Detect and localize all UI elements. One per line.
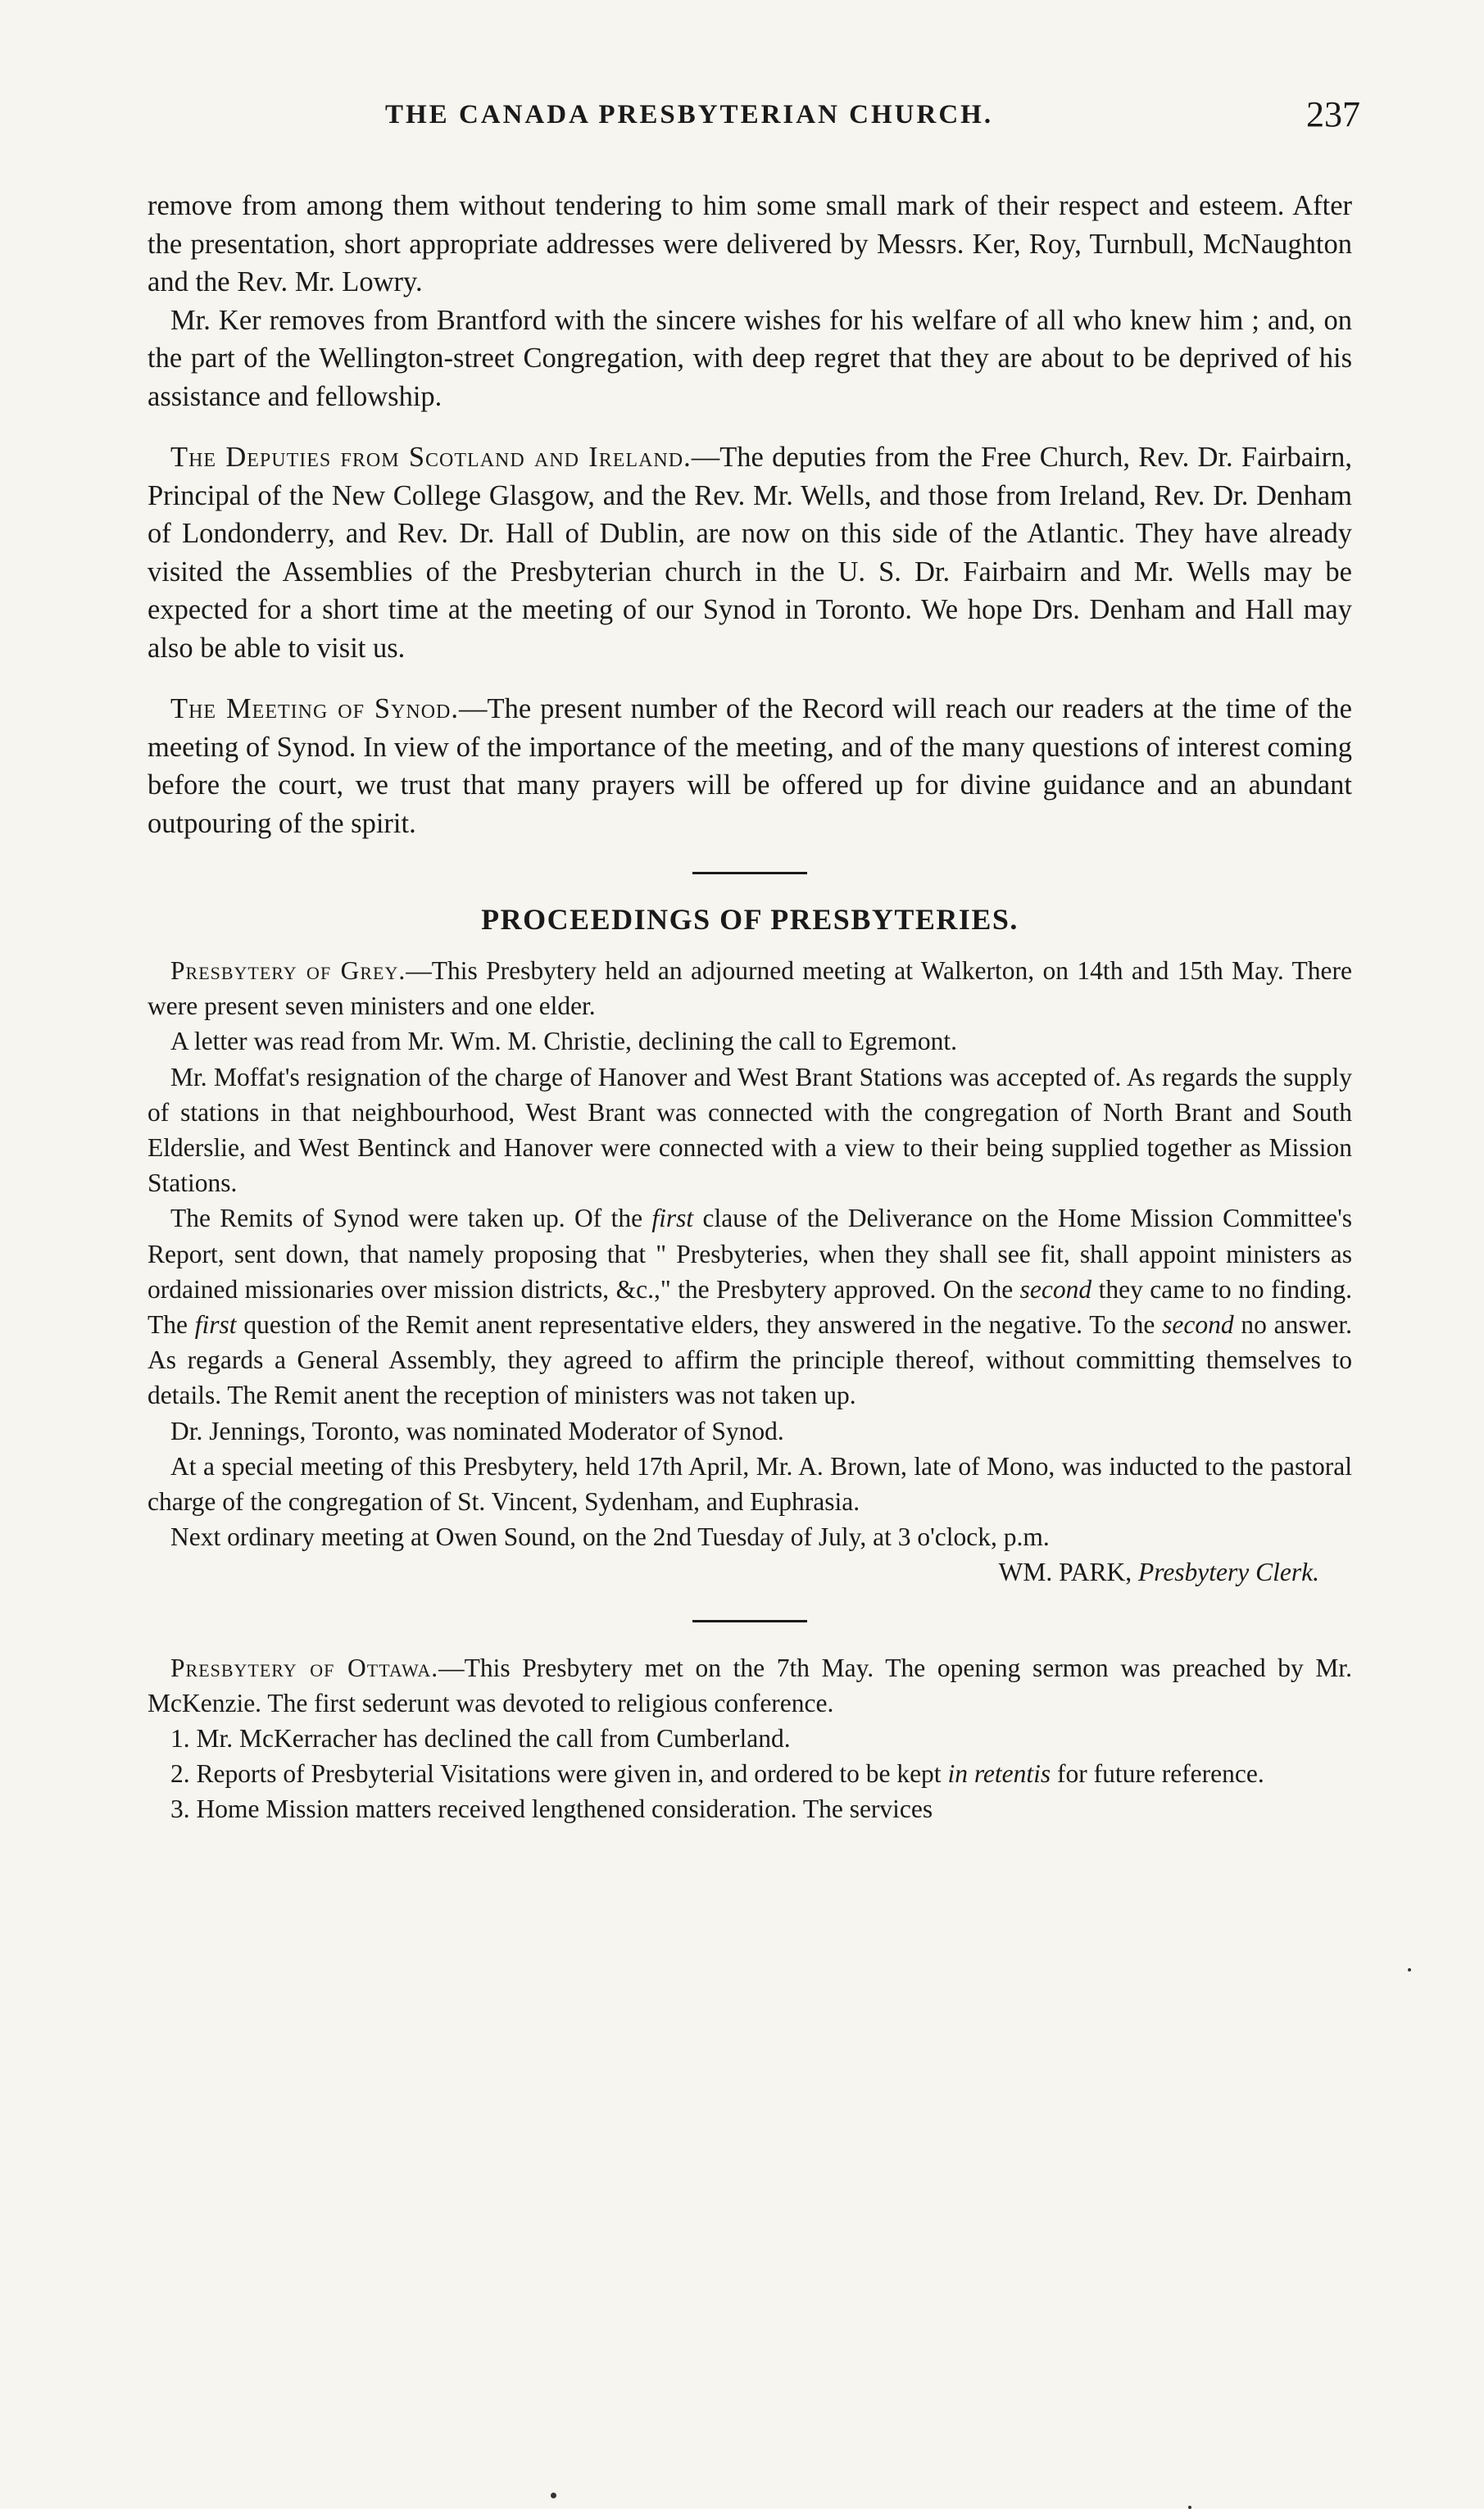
report-paragraph-remits: The Remits of Synod were taken up. Of the first clause of the Deliverance on the Home Mission Committee's Report, sent down, that namely proposing that " Presbyteries, when they shall see fit, shall appoint ministers as ordained missionaries over mission districts, &c.," the Presbytery approved. On the second they came to no finding. The first question of the Remit anent representative elders, they answered in the negative. To the second no answer. As regards a General Assembly, they agreed to affirm the principle thereof, without committing themselves to details. The Remit anent the reception of ministers was not taken up. xyxy=(147,1204,1353,1410)
report-paragraph: A letter was read from Mr. Wm. M. Christie, declining the call to Egremont. xyxy=(170,1027,957,1056)
news-item-deputies xyxy=(147,438,1352,667)
report-heading: Presbytery of Grey. xyxy=(170,956,406,985)
report-paragraph: Next ordinary meeting at Owen Sound, on the 2nd Tuesday of July, at 3 o'clock, p.m. xyxy=(170,1522,1050,1552)
report-paragraph: Mr. Moffat's resignation of the charge of Hanover and West Brant Stations was accepted of. As regards the supply of stations in that neighbourhood, West Brant was connected with the congregation of North Brant and South Elderslie, and West Bentinck and Hanover were connected with a view to their being supplied together as Mission Stations. xyxy=(147,1062,1352,1198)
ink-speck xyxy=(1188,2506,1191,2509)
news-paragraph: Mr. Ker removes from Brantford with the sincere wishes for his welfare of all who knew him ; and, on the part of the Wellington-street Congregation, with deep regret that they are about to be deprived of his assistance and fellowship. xyxy=(147,304,1352,412)
divider-rule xyxy=(692,872,807,874)
report-intro: Presbytery of Ottawa.—This Presbytery met on the 7th May. The opening sermon was preached by Mr. McKenzie. The first sederunt was devoted to religious conference. xyxy=(147,1653,1352,1717)
report-paragraph: Dr. Jennings, Toronto, was nominated Moderator of Synod. xyxy=(170,1416,784,1445)
ink-speck xyxy=(551,2493,556,2498)
clerk-signature: WM. PARK, Presbytery Clerk. xyxy=(998,1558,1319,1587)
ottawa-presbytery-report xyxy=(147,1650,1352,1827)
running-title: THE CANADA PRESBYTERIAN CHURCH. xyxy=(385,100,994,129)
running-header xyxy=(156,94,1360,149)
report-item: 2. Reports of Presbyterial Visitations were given in, and ordered to be kept in retentis for future reference. xyxy=(170,1759,1264,1789)
news-body: —The deputies from the Free Church, Rev. Dr. Fairbairn, Principal of the New College Glasgow, and the Rev. Mr. Wells, and those from Ireland, Rev. Dr. Denham of Londonderry, and Rev. Dr. Hall of Dublin, are now on this side of the Atlantic. They have already visited the Assemblies of the Presbyterian church in the U. S. Dr. Fairbairn and Mr. Wells may be expected for a short time at the meeting of our Synod in Toronto. We hope Drs. Denham and Hall may also be able to visit us. xyxy=(147,442,1352,664)
news-body: —The present number of the Record will reach our readers at the time of the meeting of Synod. In view of the importance of the meeting, and of the many questions of interest coming before the court, we trust that many prayers will be offered up for divine guidance and an abundant outpouring of the spirit. xyxy=(147,693,1352,839)
report-intro: Presbytery of Grey.—This Presbytery held an adjourned meeting at Walkerton, on 14th and 15th May. There were present seven ministers and one elder. xyxy=(147,956,1352,1021)
report-paragraph: At a special meeting of this Presbytery, held 17th April, Mr. A. Brown, late of Mono, was inducted to the pastoral charge of the congregation of St. Vincent, Sydenham, and Euphrasia. xyxy=(147,1451,1352,1517)
news-heading: The Meeting of Synod. xyxy=(170,693,460,724)
report-item: 1. Mr. McKerracher has declined the call from Cumberland. xyxy=(170,1724,791,1754)
news-paragraph: remove from among them without tendering to him some small mark of their respect and esteem. After the presentation, short appropriate addresses were delivered by Messrs. Ker, Roy, Turnbull, McNaughton and the Rev. Mr. Lowry. xyxy=(147,190,1352,297)
divider-rule xyxy=(692,1620,807,1622)
section-title: PROCEEDINGS OF PRESBYTERIES. xyxy=(481,903,1019,936)
news-section xyxy=(147,187,1352,842)
page-number: 237 xyxy=(1306,94,1360,134)
news-item-synod xyxy=(147,690,1352,842)
report-item: 3. Home Mission matters received lengthened consideration. The services xyxy=(170,1794,933,1824)
page-content xyxy=(147,187,1352,1827)
grey-presbytery-report xyxy=(147,953,1352,1590)
report-heading: Presbytery of Ottawa. xyxy=(170,1653,439,1682)
news-heading: The Deputies from Scotland and Ireland. xyxy=(170,442,692,473)
ink-speck xyxy=(1408,1968,1411,1971)
